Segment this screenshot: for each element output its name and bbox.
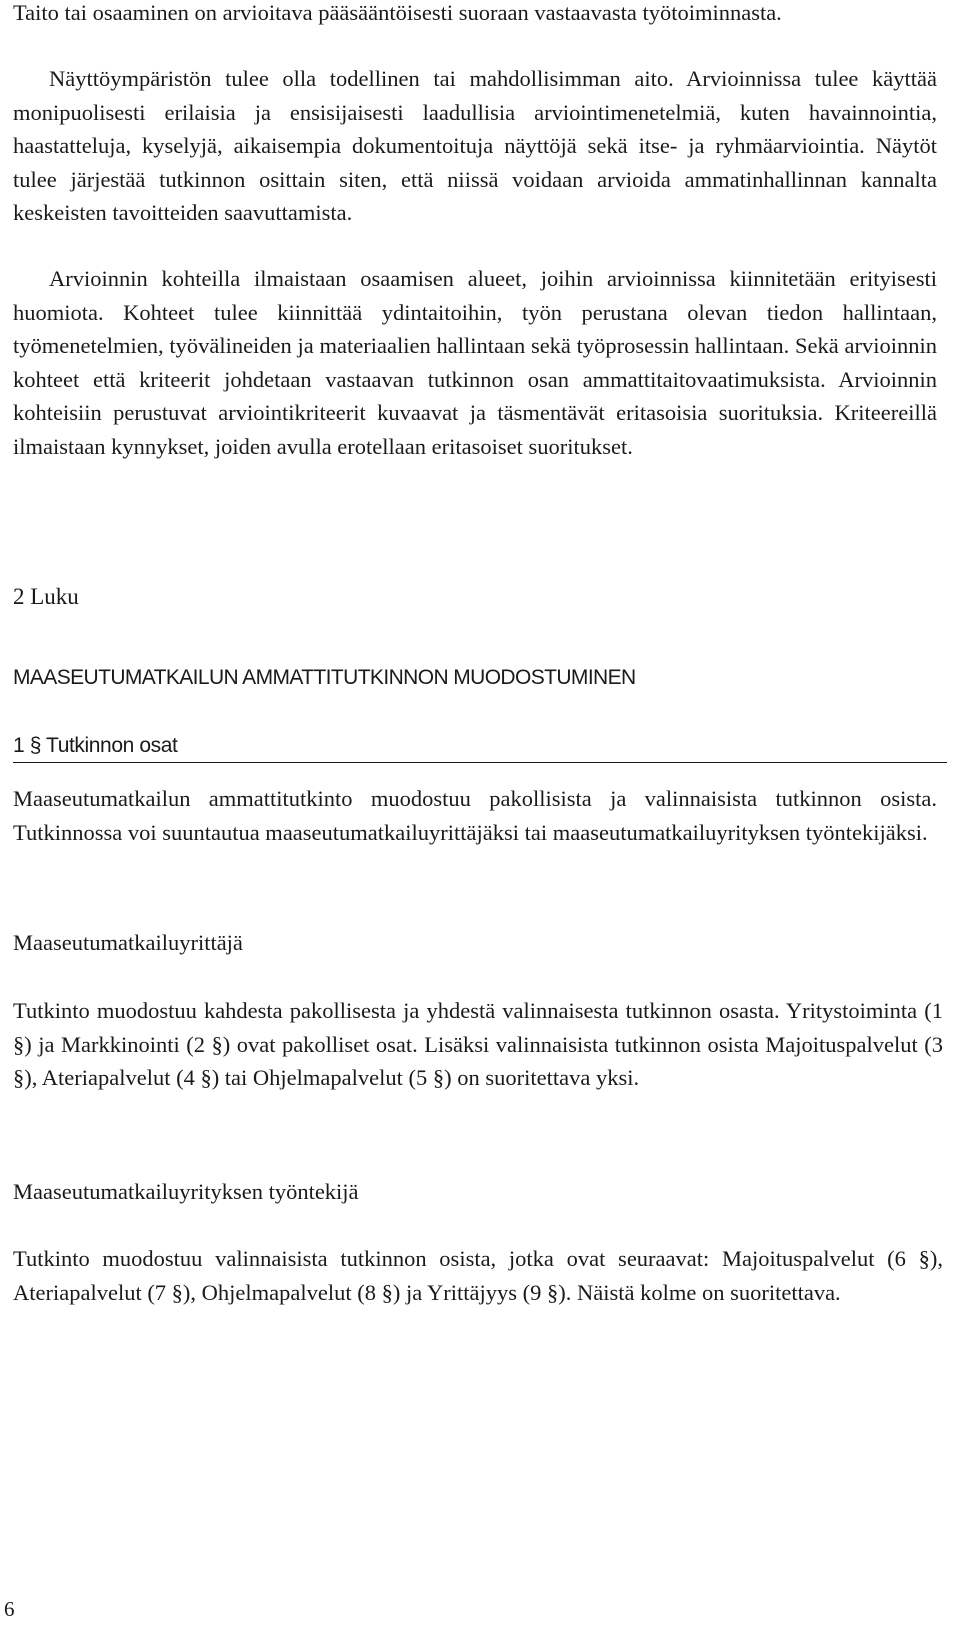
paragraph-skill-assessment: Taito tai osaaminen on arvioitava pääsääntöisesti suoraan vastaavasta työtoiminnasta. [13, 0, 782, 25]
section-heading: 1 § Tutkinnon osat [13, 732, 947, 763]
chapter-label: 2 Luku [13, 584, 79, 609]
subheading-employee: Maaseutumatkailuyrityksen työntekijä [13, 1179, 359, 1204]
paragraph-employee-parts: Tutkinto muodostuu valinnaisista tutkinnon osista, jotka ovat seuraavat: Majoituspalvelut (6 §), Ateriapalvelut (7 §), Ohjelmapalvelut (8 §) ja Yrittäjyys (9 §). Näistä kolme on suoritettava. [13, 1246, 943, 1305]
paragraph-entrepreneur-parts: Tutkinto muodostuu kahdesta pakollisesta ja yhdestä valinnaisesta tutkinnon osasta. Yritystoiminta (1 §) ja Markkinointi (2 §) ovat pakolliset osat. Lisäksi valinnaisista tutkinnon osista Majoituspalvelut (3 §), Ateriapalvelut (4 §) tai Ohjelmapalvelut (5 §) on suoritettava yksi. [13, 998, 943, 1090]
page-title: MAASEUTUMATKAILUN AMMATTITUTKINNON MUODOSTUMINEN [13, 666, 636, 689]
paragraph-assessment-targets: Arvioinnin kohteilla ilmaistaan osaamisen alueet, joihin arvioinnissa kiinnitetään erityisesti huomiota. Kohteet tulee kiinnittää ydintaitoihin, työn perustana olevan tiedon hallintaan, työmenetelmien, työvälineiden ja materiaalien hallintaan sekä työprosessin hallintaan. Sekä arvioinnin kohteet että kriteerit johdetaan vastaavan tutkinnon osan ammattitaitovaatimuksista. Arvioinnin kohteisiin perustuvat arviointikriteerit kuvaavat ja täsmentävät eritasoisia suorituksia. Kriteereillä ilmaistaan kynnykset, joiden avulla erotellaan eritasoiset suoritukset. [13, 266, 937, 459]
page-number: 6 [4, 1597, 15, 1621]
paragraph-qualification-parts: Maaseutumatkailun ammattitutkinto muodostuu pakollisista ja valinnaisista tutkinnon osista. Tutkinnossa voi suuntautua maaseutumatkailuyrittäjäksi tai maaseutumatkailuyrityksen työntekijäksi. [13, 786, 937, 845]
paragraph-demonstration-environment: Näyttöympäristön tulee olla todellinen tai mahdollisimman aito. Arvioinnissa tulee käyttää monipuolisesti erilaisia ja ensisijaisesti laadullisia arviointimenetelmiä, kuten havainnointia, haastatteluja, kyselyjä, aikaisempia dokumentoituja näyttöjä sekä itse- ja ryhmäarviointia. Näytöt tulee järjestää tutkinnon osittain siten, että niissä voidaan arvioida ammatinhallinnan kannalta keskeisten tavoitteiden saavuttamista. [13, 66, 937, 225]
subheading-entrepreneur: Maaseutumatkailuyrittäjä [13, 930, 243, 955]
